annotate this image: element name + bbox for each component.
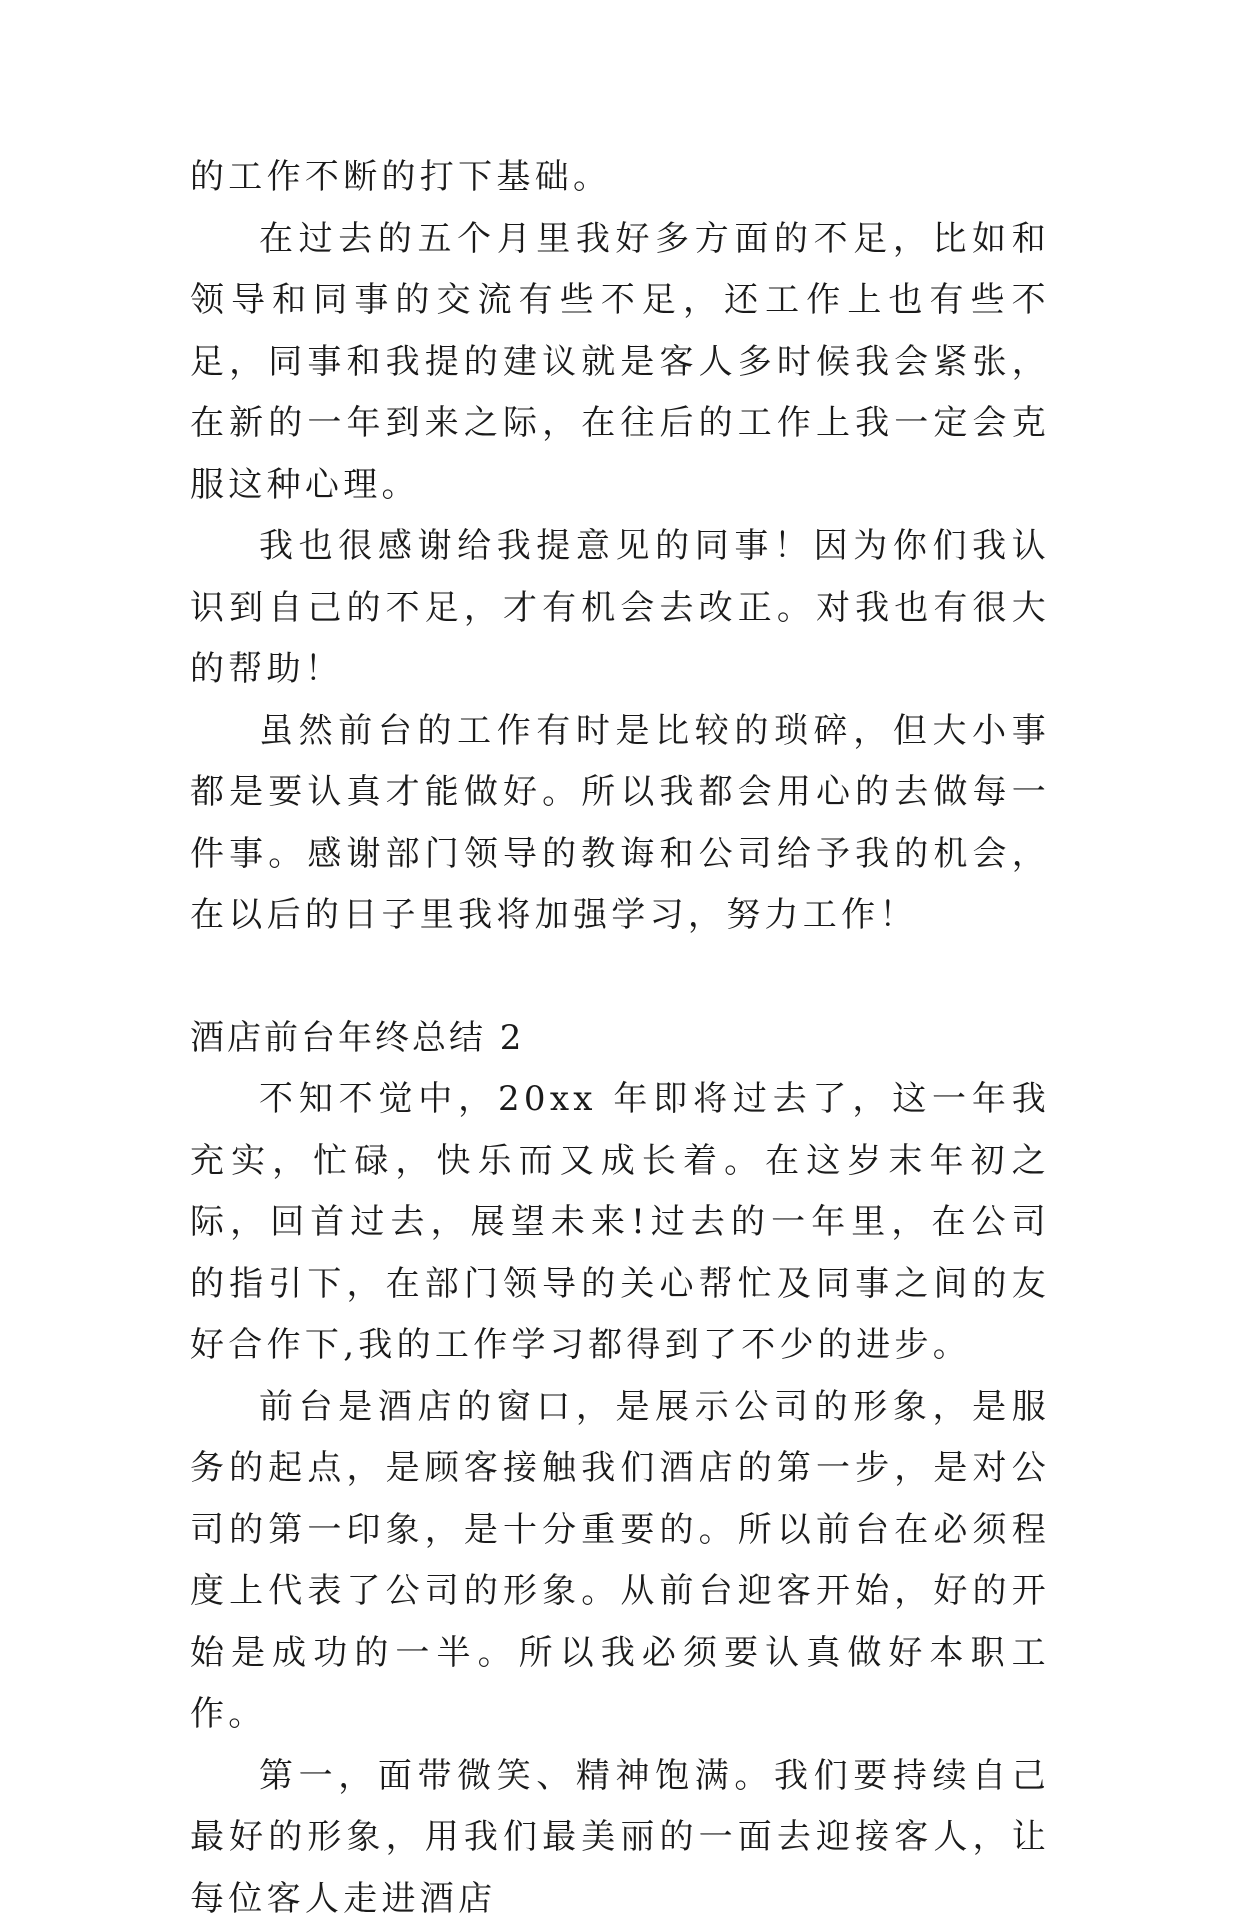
paragraph-front-desk-work: 虽然前台的工作有时是比较的琐碎，但大小事都是要认真才能做好。所以我都会用心的去做每一件事。感谢部门领导的教诲和公司给予我的机会，在以后的日子里我将加强学习，努力工作！ [190,701,1050,947]
paragraph-shortcomings: 在过去的五个月里我好多方面的不足，比如和领导和同事的交流有些不足，还工作上也有些不足，同事和我提的建议就是客人多时候我会紧张，在新的一年到来之际，在往后的工作上我一定会克服这种心理。 [190,209,1050,517]
section-title: 酒店前台年终总结 2 [190,1008,1050,1070]
paragraph-first-point: 第一，面带微笑、精神饱满。我们要持续自己最好的形象，用我们最美丽的一面去迎接客人，让每位客人走进酒店 [190,1746,1050,1930]
paragraph-thanks: 我也很感谢给我提意见的同事！因为你们我认识到自己的不足，才有机会去改正。对我也有很大的帮助！ [190,516,1050,701]
document-body [190,147,1050,1930]
paragraph-front-desk-window: 前台是酒店的窗口，是展示公司的形象，是服务的起点，是顾客接触我们酒店的第一步，是对公司的第一印象，是十分重要的。所以前台在必须程度上代表了公司的形象。从前台迎客开始，好的开始是成功的一半。所以我必须要认真做好本职工作。 [190,1377,1050,1746]
paragraph-continuation: 的工作不断的打下基础。 [190,147,1050,209]
paragraph-year-review: 不知不觉中，20xx 年即将过去了，这一年我充实，忙碌，快乐而又成长着。在这岁末年初之际，回首过去，展望未来!过去的一年里，在公司的指引下，在部门领导的关心帮忙及同事之间的友好合作下,我的工作学习都得到了不少的进步。 [190,1069,1050,1377]
